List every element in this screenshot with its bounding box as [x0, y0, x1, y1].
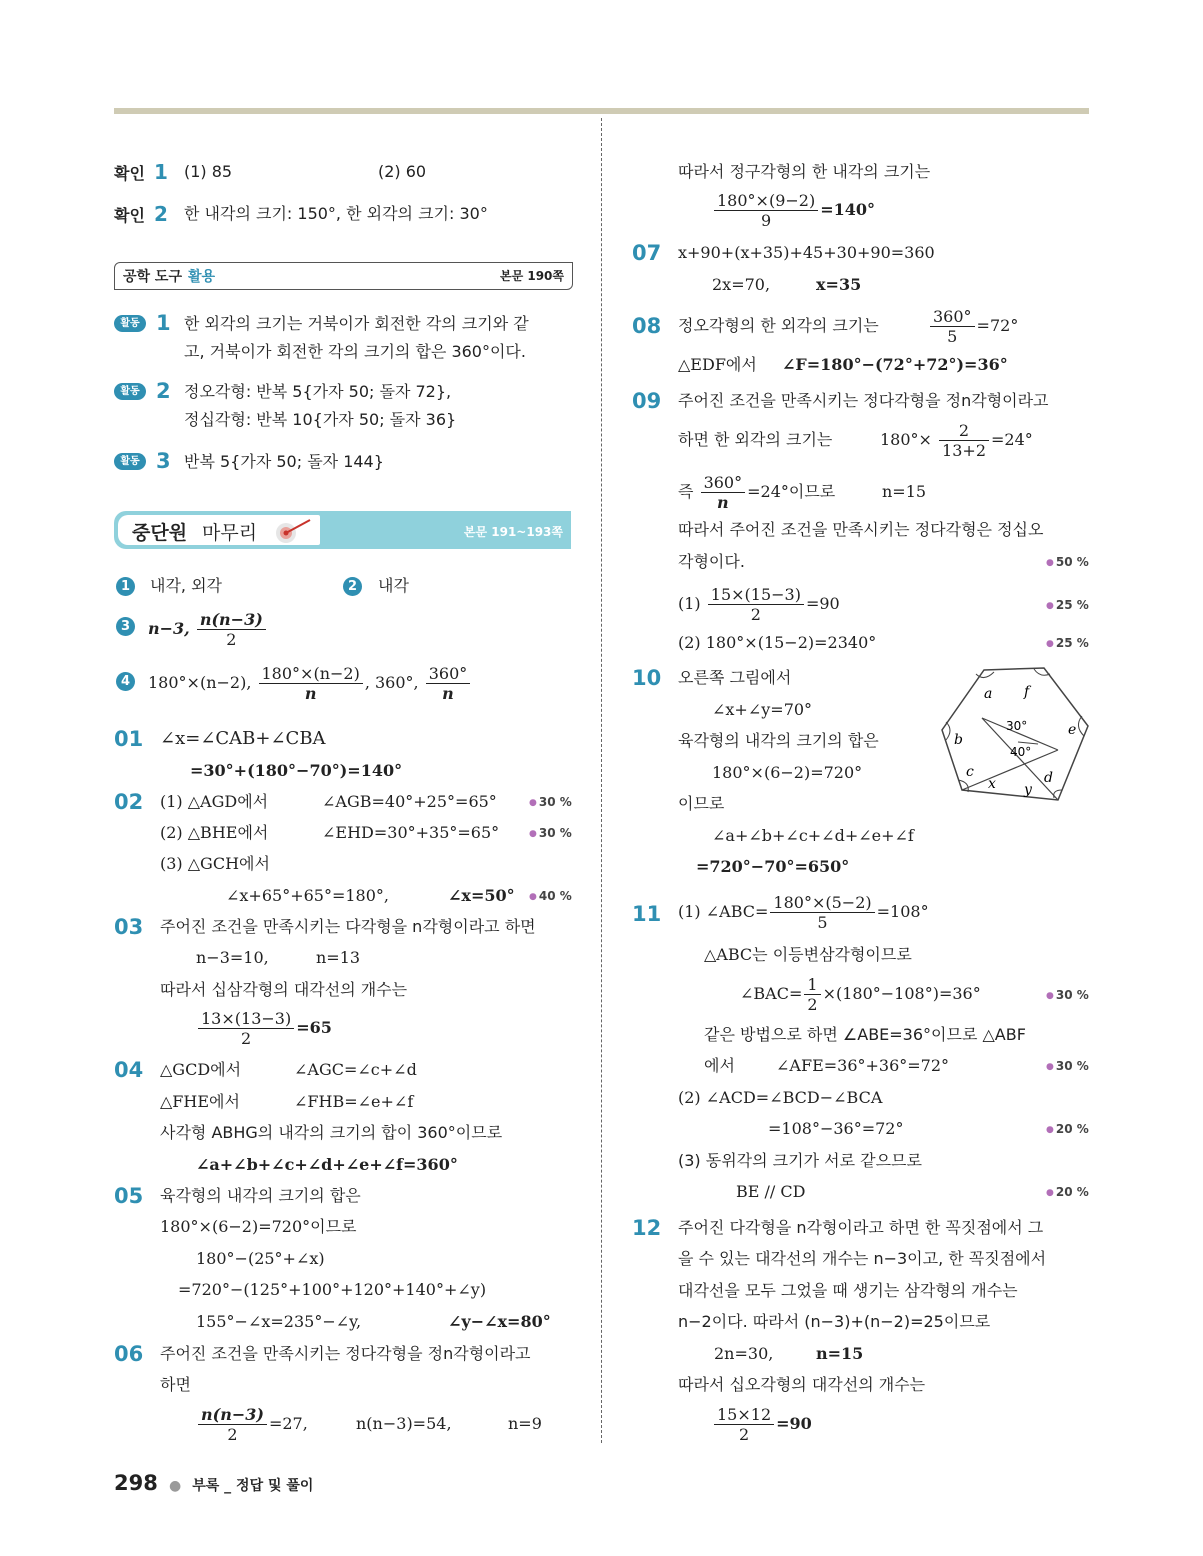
activity-badge: 활동: [114, 315, 146, 332]
score-percent: ● 30 %: [1046, 1054, 1089, 1079]
c3-den: 2: [226, 630, 237, 649]
p12-line: 대각선을 모두 그었을 때 생기는 삼각형의 개수는: [678, 1281, 1018, 1300]
problem-number: 08: [632, 314, 662, 338]
p09-line: 따라서 주어진 조건을 만족시키는 정다각형은 정십오: [678, 520, 1044, 539]
c4-text: 180°×(n−2),: [148, 673, 252, 692]
score-percent: ● 25 %: [1046, 593, 1089, 618]
p09-eq: =90: [805, 594, 840, 613]
problem-number: 05: [114, 1184, 144, 1208]
frac-num: 15×(15−3): [708, 585, 804, 605]
p08-eq: =72°: [976, 316, 1019, 335]
fig-label-b: b: [954, 732, 963, 748]
frac-den: 2: [807, 995, 818, 1014]
frac-num: 360°: [930, 307, 975, 327]
circle-number: 2: [343, 577, 362, 596]
hexagon-figure: [940, 664, 1098, 806]
p03-line: 따라서 십삼각형의 대각선의 개수는: [160, 980, 408, 999]
activity-badge: 활동: [114, 383, 146, 400]
p10-line: 육각형의 내각의 크기의 합은: [678, 731, 879, 750]
score-percent: ● 30 %: [1046, 983, 1089, 1008]
p12-line: n−2이다. 따라서 (n−3)+(n−2)=25이므로: [678, 1312, 991, 1331]
p02-line: ∠EHD=30°+35°=65°: [322, 823, 500, 842]
score-percent: ● 30 %: [529, 790, 572, 815]
fig-label-y: y: [1024, 782, 1032, 798]
top-rule: [114, 108, 1089, 114]
p09-fraction-3: [678, 580, 840, 628]
p12-line: n=15: [816, 1344, 864, 1363]
problem-number: 02: [114, 790, 144, 814]
frac-den: 5: [947, 327, 958, 346]
p09-text: (1): [678, 594, 701, 613]
p02-line: (2) △BHE에서: [160, 823, 269, 842]
p10-line: 180°×(6−2)=720°: [712, 763, 863, 782]
p09-eq: =24°이므로: [747, 482, 836, 501]
c4-num2: 360°: [426, 664, 471, 684]
p03-line: n=13: [316, 948, 361, 967]
frac-num: n(n−3): [201, 1405, 264, 1424]
p12-line: 을 수 있는 대각선의 개수는 n−3이고, 한 꼭짓점에서: [678, 1249, 1047, 1268]
p12-line: 주어진 다각형을 n각형이라고 하면 한 꼭짓점에서 그: [678, 1218, 1044, 1237]
problem-number: 09: [632, 389, 662, 413]
p11-line: △ABC는 이등변삼각형이므로: [704, 945, 912, 964]
p08-line: △EDF에서: [678, 355, 757, 374]
problem-number: 07: [632, 241, 662, 265]
confirm-2-text: 한 내각의 크기: 150°, 한 외각의 크기: 30°: [184, 204, 488, 223]
c3-num: n(n−3): [199, 610, 263, 629]
p04-line: ∠AGC=∠c+∠d: [294, 1060, 417, 1079]
frac-den: 5: [817, 913, 828, 932]
p10-line: ∠a+∠b+∠c+∠d+∠e+∠f: [712, 826, 914, 845]
p07-line: x=35: [816, 275, 862, 294]
tool-ref: 본문 190쪽: [499, 269, 564, 283]
p09-eq: =24°: [991, 430, 1033, 449]
p09-line: (2) 180°×(15−2)=2340°: [678, 633, 877, 652]
p06-line: 주어진 조건을 만족시키는 정다각형을 정n각형이라고: [160, 1344, 531, 1363]
confirm-label: 확인: [114, 164, 145, 183]
p03-line: 주어진 조건을 만족시키는 다각형을 n각형이라고 하면: [160, 917, 536, 936]
confirm-1-a: (1) 85: [184, 162, 233, 181]
circle-number: 3: [116, 617, 135, 636]
p06b-line: 따라서 정구각형의 한 내각의 크기는: [678, 162, 931, 181]
c3-text: n−3,: [148, 619, 190, 638]
fig-label-d: d: [1044, 770, 1053, 786]
tool-title-accent: 활용: [188, 269, 216, 285]
p01-line: ∠x=∠CAB+∠CBA: [160, 728, 326, 749]
p04-line: △FHE에서: [160, 1092, 240, 1111]
confirm-label: 확인: [114, 206, 145, 225]
page-number: 298: [114, 1471, 158, 1495]
p01-line: =30°+(180°−70°)=140°: [190, 761, 403, 780]
score-percent: ● 50 %: [1046, 550, 1089, 575]
confirm-number: 1: [154, 160, 168, 184]
p11-line: =108°−36°=72°: [768, 1119, 904, 1138]
p11-fraction-1: [678, 888, 929, 936]
p06-line: n(n−3)=54,: [356, 1414, 452, 1433]
p11-line: (2) ∠ACD=∠BCD−∠BCA: [678, 1088, 883, 1107]
activity-number: 3: [156, 449, 171, 473]
p11-eq: ×(180°−108°)=36°: [822, 984, 981, 1003]
p12-fraction: [712, 1400, 812, 1448]
confirm-2: [114, 202, 168, 228]
p06-line: n=9: [508, 1414, 542, 1433]
activity-1-line: 고, 거북이가 회전한 각의 크기의 합은 360°이다.: [184, 342, 526, 361]
p06-fraction: [196, 1400, 308, 1448]
frac-num: 360°: [701, 473, 746, 493]
answer-c4: [148, 656, 472, 710]
problem-number: 12: [632, 1216, 662, 1240]
p09-line: 각형이다.: [678, 552, 745, 571]
p04-line: △GCD에서: [160, 1060, 242, 1079]
frac-num: 180°×(5−2): [770, 893, 874, 913]
p05-line: =720°−(125°+100°+120°+140°+∠y): [178, 1280, 487, 1299]
answer-c3: [148, 602, 268, 656]
tool-title: 공학 도구: [123, 269, 182, 285]
p11-line: BE // CD: [736, 1182, 806, 1201]
p06-eq: =27,: [268, 1414, 308, 1433]
frac-num: 15×12: [714, 1405, 774, 1425]
p06-line: 하면: [160, 1375, 191, 1394]
activity-1-line: 한 외각의 크기는 거북이가 회전한 각의 크기와 같: [184, 314, 529, 333]
fig-label-a: a: [984, 686, 993, 702]
score-percent: ● 20 %: [1046, 1117, 1089, 1142]
circle-number: 4: [116, 672, 135, 691]
p10-line: =720°−70°=650°: [696, 857, 850, 876]
p11-text: (1) ∠ABC=: [678, 902, 769, 921]
review-banner: [114, 511, 571, 549]
problem-number: 01: [114, 727, 144, 751]
frac-den: 9: [761, 211, 772, 230]
c4-text-b: , 360°,: [364, 673, 419, 692]
p03-fraction: [196, 1004, 332, 1052]
p10-line: 이므로: [678, 794, 725, 813]
frac-den: 13+2: [942, 441, 986, 460]
p06b-fraction: [712, 186, 875, 234]
p11-text: ∠BAC=: [740, 984, 803, 1003]
activity-number: 2: [156, 379, 171, 403]
p03-result: =65: [296, 1018, 332, 1037]
p09-fraction-1: [880, 416, 1033, 464]
p07-line: 2x=70,: [712, 275, 771, 294]
frac-num: 13×(13−3): [198, 1009, 294, 1029]
circle-number: 1: [116, 577, 135, 596]
problem-number: 10: [632, 666, 662, 690]
p05-line: ∠y−∠x=80°: [448, 1312, 551, 1331]
p09-line: 주어진 조건을 만족시키는 정다각형을 정n각형이라고: [678, 391, 1049, 410]
page-footer: [114, 1471, 313, 1495]
frac-num: 180°×(9−2): [714, 191, 818, 211]
p11-line: 같은 방법으로 하면 ∠ABE=36°이므로 △ABF: [704, 1025, 1026, 1044]
p11-line: ∠AFE=36°+36°=72°: [776, 1056, 950, 1075]
review-title: 중단원: [132, 522, 188, 544]
problem-number: 06: [114, 1342, 144, 1366]
confirm-number: 2: [154, 202, 168, 226]
p06b-result: =140°: [820, 200, 876, 219]
footer-label: 부록 _ 정답 및 풀이: [192, 1478, 314, 1494]
p09-fraction-2: [678, 468, 835, 516]
p11-line: (3) 동위각의 크기가 서로 같으므로: [678, 1151, 922, 1170]
p03-line: n−3=10,: [196, 948, 269, 967]
c4-num: 180°×(n−2): [259, 664, 363, 684]
p05-line: 육각형의 내각의 크기의 합은: [160, 1186, 361, 1205]
activity-badge: 활동: [114, 453, 146, 470]
p04-line: 사각형 ABHG의 내각의 크기의 합이 360°이므로: [160, 1123, 503, 1142]
activity-2-line: 정십각형: 반복 10{가자 50; 돌자 36}: [184, 410, 457, 429]
p09-line: 하면 한 외각의 크기는: [678, 430, 833, 449]
fig-angle-40: 40°: [1010, 745, 1032, 759]
footer-dot-icon: ●: [168, 1478, 182, 1494]
target-icon: [268, 516, 316, 544]
p11-line: 에서: [704, 1056, 735, 1075]
c4-den2: n: [442, 684, 454, 703]
p12-line: 2n=30,: [714, 1344, 774, 1363]
score-percent: ● 40 %: [529, 884, 572, 909]
frac-den: 2: [241, 1029, 252, 1048]
p05-line: 155°−∠x=235°−∠y,: [196, 1312, 362, 1331]
fig-label-c: c: [966, 764, 974, 780]
p02-line: ∠x=50°: [448, 886, 515, 905]
confirm-1: [114, 160, 168, 186]
p04-line: ∠a+∠b+∠c+∠d+∠e+∠f=360°: [196, 1155, 458, 1174]
frac-den: n: [717, 493, 729, 512]
p11-fraction-2: [740, 970, 981, 1018]
p05-line: 180°×(6−2)=720°이므로: [160, 1217, 357, 1236]
review-title-b: 마무리: [202, 522, 258, 544]
fig-label-e: e: [1068, 722, 1077, 738]
p02-line: ∠x+65°+65°=180°,: [226, 886, 389, 905]
answer-c2: 내각: [378, 576, 409, 595]
frac-num: 2: [939, 421, 989, 441]
fig-label-f: f: [1024, 684, 1030, 700]
p09-eq: 180°×: [880, 430, 932, 449]
p02-line: (3) △GCH에서: [160, 854, 270, 873]
fig-label-x: x: [988, 776, 996, 792]
score-percent: ● 30 %: [529, 821, 572, 846]
p12-line: 따라서 십오각형의 대각선의 개수는: [678, 1375, 926, 1394]
p02-line: ∠AGB=40°+25°=65°: [322, 792, 497, 811]
frac-den: 2: [750, 605, 761, 624]
answer-c1: 내각, 외각: [150, 576, 222, 595]
score-percent: ● 20 %: [1046, 1180, 1089, 1205]
p09-line: n=15: [882, 482, 927, 501]
p10-line: ∠x+∠y=70°: [712, 700, 813, 719]
p08-line: 정오각형의 한 외각의 크기는: [678, 316, 879, 335]
problem-number: 04: [114, 1058, 144, 1082]
p12-result: =90: [776, 1414, 812, 1433]
activity-number: 1: [156, 311, 171, 335]
p07-line: x+90+(x+35)+45+30+90=360: [678, 243, 935, 262]
activity-3-line: 반복 5{가자 50; 돌자 144}: [184, 452, 384, 471]
p09-text: 즉: [678, 482, 694, 501]
c4-den: n: [304, 684, 317, 703]
confirm-1-b: (2) 60: [378, 162, 427, 181]
p08-fraction: [928, 302, 1018, 350]
problem-number: 03: [114, 915, 144, 939]
p04-line: ∠FHB=∠e+∠f: [294, 1092, 414, 1111]
activity-2-line: 정오각형: 반복 5{가자 50; 돌자 72},: [184, 382, 452, 401]
column-divider: [601, 118, 602, 1443]
p08-line: ∠F=180°−(72°+72°)=36°: [782, 355, 1008, 374]
tool-section-header: [114, 262, 573, 290]
p05-line: 180°−(25°+∠x): [196, 1249, 325, 1268]
problem-number: 11: [632, 902, 662, 926]
review-ref: 본문 191~193쪽: [463, 525, 563, 539]
frac-num: 1: [804, 975, 820, 995]
p11-eq: =108°: [876, 902, 929, 921]
p02-line: (1) △AGD에서: [160, 792, 269, 811]
fig-angle-30: 30°: [1006, 719, 1028, 733]
p10-line: 오른쪽 그림에서: [678, 668, 792, 687]
frac-den: 2: [738, 1425, 750, 1444]
score-percent: ● 25 %: [1046, 631, 1089, 656]
frac-den: 2: [227, 1425, 238, 1444]
